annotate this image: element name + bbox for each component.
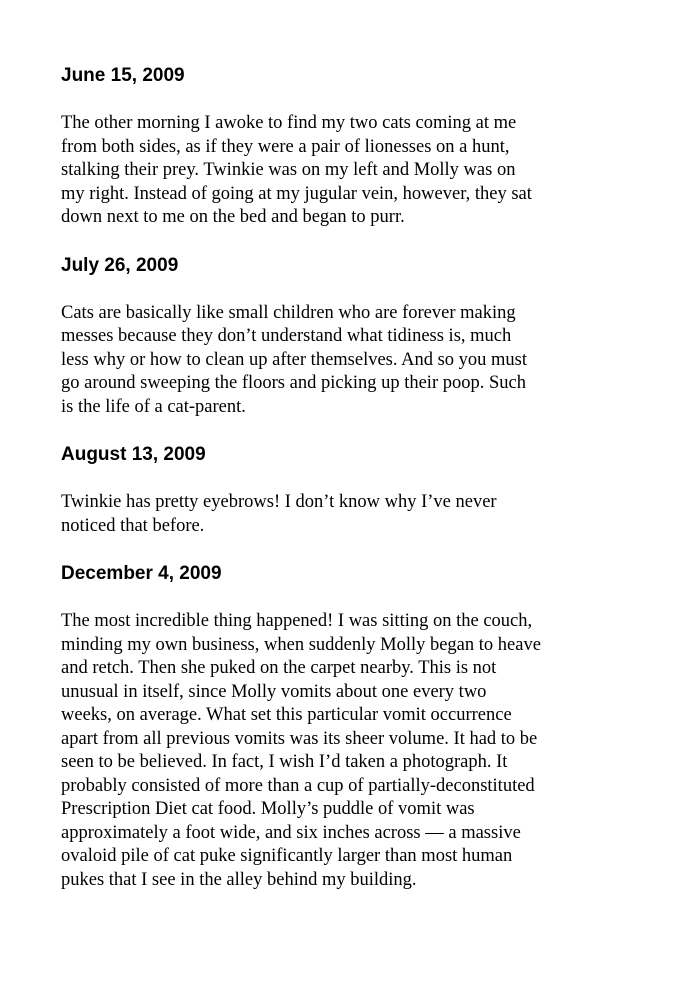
entry-body [61,491,621,538]
entry-line: stalking their prey. Twinkie was on my left and Molly was on [61,160,516,180]
entry-line: minding my own business, when suddenly Molly began to heave [61,634,541,655]
entry-line: noticed that before. [61,515,205,536]
document-page [61,64,621,916]
entry-body [61,112,621,230]
entry-line: The most incredible thing happened! I was sitting on the couch, [61,611,533,631]
entry-line: unusual in itself, since Molly vomits about one every two [61,681,487,702]
entry-line: Cats are basically like small children who are forever making [61,302,516,323]
entry-line: from both sides, as if they were a pair of lionesses on a hunt, [61,136,510,157]
journal-entry [61,443,621,538]
entry-line: seen to be believed. In fact, I wish I’d taken a photograph. It [61,752,508,772]
entry-date: August 13, 2009 [61,444,206,465]
entry-line: go around sweeping the floors and picking up their poop. Such [61,373,526,393]
entry-body [61,610,621,892]
entry-body [61,302,621,420]
entry-line: ovaloid pile of cat puke significantly larger than most human [61,846,513,866]
entry-line: less why or how to clean up after themselves. And so you must [61,349,528,370]
journal-entry [61,64,621,230]
entry-line: my right. Instead of going at my jugular vein, however, they sat [61,183,532,204]
entry-line: Prescription Diet cat food. Molly’s puddle of vomit was [61,799,475,819]
entry-date: June 15, 2009 [61,65,185,86]
entry-line: approximately a foot wide, and six inches across — a massive [61,822,521,843]
journal-entry [61,254,621,420]
journal-entry [61,562,621,892]
entry-line: and retch. Then she puked on the carpet nearby. This is not [61,658,497,678]
entry-line: probably consisted of more than a cup of partially-deconstituted [61,775,535,796]
entry-line: weeks, on average. What set this particular vomit occurrence [61,705,512,725]
entry-date: December 4, 2009 [61,563,222,584]
entry-date: July 26, 2009 [61,254,179,276]
entry-line: down next to me on the bed and began to purr. [61,207,405,227]
entry-line: pukes that I see in the alley behind my building. [61,869,417,890]
entry-line: messes because they don’t understand what tidiness is, much [61,326,512,346]
entry-line: apart from all previous vomits was its sheer volume. It had to be [61,728,538,749]
entry-line: The other morning I awoke to find my two cats coming at me [61,113,517,133]
entry-line: is the life of a cat-parent. [61,396,246,417]
entry-line: Twinkie has pretty eyebrows! I don’t know why I’ve never [61,492,497,512]
